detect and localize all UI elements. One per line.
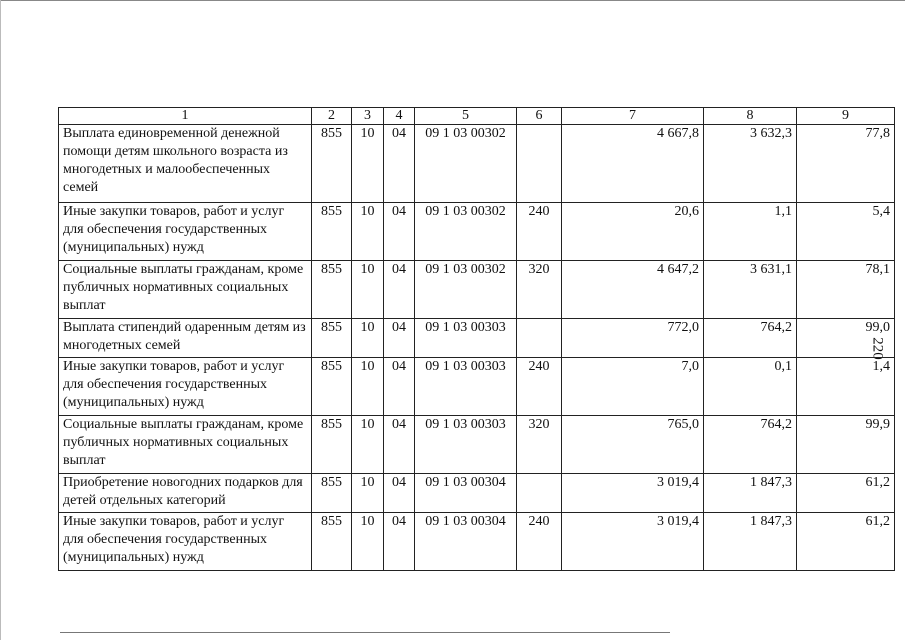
table-row [59,513,895,571]
cell-percent: 1,4 [797,358,895,416]
column-header: 8 [704,108,797,125]
cell-actual: 764,2 [704,416,797,474]
cell-target-article: 09 1 03 00303 [415,319,517,358]
cell-expense-type [517,474,562,513]
table-row [59,474,895,513]
cell-target-article: 09 1 03 00302 [415,203,517,261]
cell-target-article: 09 1 03 00303 [415,416,517,474]
cell-admin-code: 855 [312,358,352,416]
cell-expense-type: 320 [517,261,562,319]
table-row [59,203,895,261]
column-header: 3 [352,108,384,125]
cell-percent: 99,0 [797,319,895,358]
table-row [59,125,895,203]
cell-subsection: 04 [384,474,415,513]
cell-section: 10 [352,125,384,203]
cell-target-article: 09 1 03 00303 [415,358,517,416]
cell-expense-type [517,319,562,358]
cell-plan: 765,0 [562,416,704,474]
scan-edge-left [0,0,1,640]
budget-table [58,107,895,571]
cell-actual: 3 631,1 [704,261,797,319]
table-row [59,319,895,358]
cell-expense-type: 320 [517,416,562,474]
cell-name: Иные закупки товаров, работ и услуг для обеспечения государственных (муниципальных) нужд [59,513,312,571]
column-header: 9 [797,108,895,125]
cell-percent: 61,2 [797,513,895,571]
cell-admin-code: 855 [312,203,352,261]
cell-percent: 61,2 [797,474,895,513]
cell-subsection: 04 [384,203,415,261]
scan-edge-bottom [60,632,670,633]
column-header: 4 [384,108,415,125]
cell-actual: 1 847,3 [704,513,797,571]
column-header: 1 [59,108,312,125]
cell-name: Иные закупки товаров, работ и услуг для обеспечения государственных (муниципальных) нужд [59,203,312,261]
cell-admin-code: 855 [312,416,352,474]
cell-actual: 0,1 [704,358,797,416]
cell-section: 10 [352,203,384,261]
cell-subsection: 04 [384,513,415,571]
cell-expense-type: 240 [517,358,562,416]
cell-plan: 20,6 [562,203,704,261]
cell-target-article: 09 1 03 00304 [415,513,517,571]
table-header-row [59,108,895,125]
cell-section: 10 [352,319,384,358]
cell-admin-code: 855 [312,474,352,513]
cell-plan: 3 019,4 [562,513,704,571]
cell-actual: 1 847,3 [704,474,797,513]
table-row [59,416,895,474]
cell-subsection: 04 [384,358,415,416]
cell-percent: 99,9 [797,416,895,474]
cell-actual: 1,1 [704,203,797,261]
cell-name: Выплата стипендий одаренным детям из многодетных семей [59,319,312,358]
cell-subsection: 04 [384,416,415,474]
cell-section: 10 [352,358,384,416]
cell-admin-code: 855 [312,125,352,203]
cell-percent: 78,1 [797,261,895,319]
cell-percent: 77,8 [797,125,895,203]
cell-section: 10 [352,474,384,513]
cell-plan: 772,0 [562,319,704,358]
cell-plan: 4 667,8 [562,125,704,203]
cell-plan: 7,0 [562,358,704,416]
column-header: 5 [415,108,517,125]
cell-name: Иные закупки товаров, работ и услуг для обеспечения государственных (муниципальных) нужд [59,358,312,416]
cell-expense-type [517,125,562,203]
cell-percent: 5,4 [797,203,895,261]
cell-name: Приобретение новогодних подарков для детей отдельных категорий [59,474,312,513]
page-number: 220 [869,337,886,360]
cell-section: 10 [352,513,384,571]
cell-admin-code: 855 [312,319,352,358]
cell-target-article: 09 1 03 00302 [415,261,517,319]
column-header: 6 [517,108,562,125]
cell-plan: 3 019,4 [562,474,704,513]
cell-admin-code: 855 [312,513,352,571]
cell-subsection: 04 [384,125,415,203]
cell-subsection: 04 [384,319,415,358]
cell-plan: 4 647,2 [562,261,704,319]
cell-actual: 764,2 [704,319,797,358]
cell-expense-type: 240 [517,203,562,261]
scan-edge-top [0,0,905,1]
cell-name: Социальные выплаты гражданам, кроме публичных нормативных социальных выплат [59,261,312,319]
table-body [59,108,895,571]
table-row [59,358,895,416]
cell-name: Социальные выплаты гражданам, кроме публичных нормативных социальных выплат [59,416,312,474]
cell-expense-type: 240 [517,513,562,571]
cell-target-article: 09 1 03 00304 [415,474,517,513]
cell-name: Выплата единовременной денежной помощи детям школьного возраста из многодетных и малообеспеченных семей [59,125,312,203]
cell-target-article: 09 1 03 00302 [415,125,517,203]
cell-subsection: 04 [384,261,415,319]
column-header: 7 [562,108,704,125]
column-header: 2 [312,108,352,125]
cell-section: 10 [352,416,384,474]
cell-actual: 3 632,3 [704,125,797,203]
cell-admin-code: 855 [312,261,352,319]
cell-section: 10 [352,261,384,319]
table-row [59,261,895,319]
